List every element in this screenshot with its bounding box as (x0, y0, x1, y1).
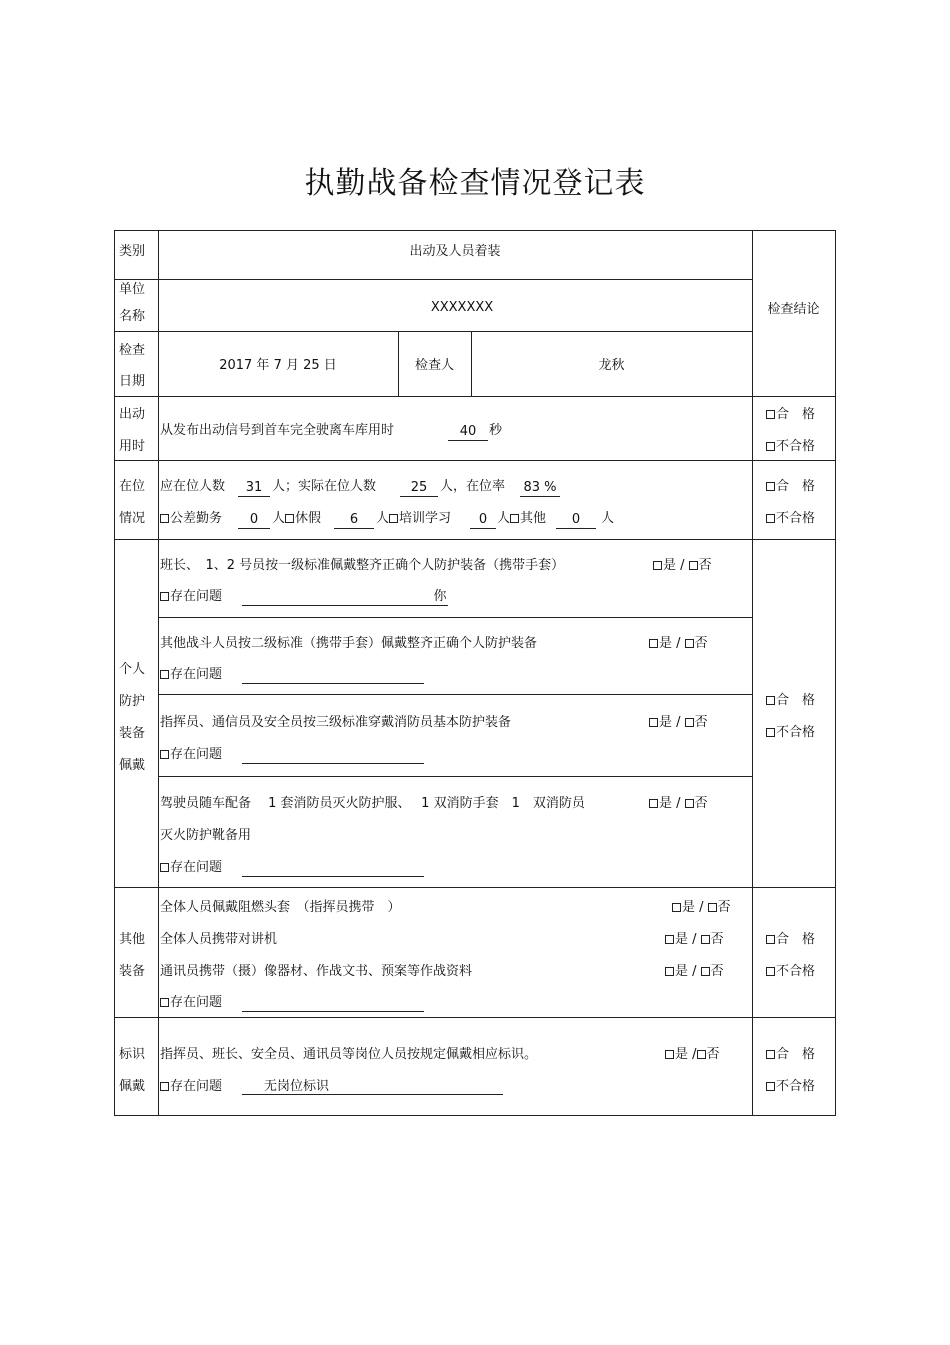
date-label-1: 检查 (119, 343, 146, 358)
conclusion-label: 检查结论 (767, 302, 820, 317)
personal-label-4: 佩戴 (119, 758, 146, 773)
other-equipment-item-3-yesno[interactable] (665, 964, 724, 980)
unit-text: 人 (376, 511, 390, 526)
yes-label: 是 / (663, 558, 685, 573)
identification-issue (160, 1079, 222, 1095)
personal-item-4-text2: 灭火防护靴备用 (160, 828, 252, 843)
checkbox-icon[interactable] (665, 1050, 674, 1059)
checkbox-icon[interactable] (649, 718, 658, 727)
dispatch-label-2: 用时 (119, 439, 146, 454)
checkbox-icon[interactable] (701, 935, 710, 944)
checkbox-icon[interactable] (766, 696, 775, 705)
no-label: 否 (717, 900, 731, 915)
personal-item-1-text: 班长、 1、2 号员按一级标准佩戴整齐正确个人防护装备（携带手套） (160, 558, 565, 573)
unit-text: 人 (497, 511, 511, 526)
no-label: 否 (694, 715, 708, 730)
personal-item-2-text: 其他战斗人员按二级标准（携带手套）佩戴整齐正确个人防护装备 (160, 636, 538, 651)
identification-yesno[interactable] (665, 1047, 720, 1063)
checkbox-icon[interactable] (766, 1082, 775, 1091)
inspector-label: 检查人 (414, 358, 454, 373)
no-label: 否 (694, 796, 708, 811)
other-name: 其他 (520, 511, 547, 526)
issue-label: 存在问题 (170, 747, 223, 762)
pass-label: 合 格 (776, 479, 816, 494)
personal-label-1: 个人 (119, 662, 146, 677)
presence-label-1: 在位 (119, 479, 146, 494)
rate-value: 83 % (523, 480, 557, 495)
personal-item-1-issue-value: 你 (433, 589, 447, 604)
checkbox-icon[interactable] (160, 750, 169, 759)
identification-pass[interactable] (766, 1047, 815, 1063)
issue-label: 存在问题 (170, 589, 223, 604)
checkbox-icon[interactable] (685, 639, 694, 648)
training-item (376, 511, 451, 527)
fail-label: 不合格 (776, 964, 816, 979)
checkbox-icon[interactable] (766, 514, 775, 523)
checkbox-icon[interactable] (685, 718, 694, 727)
checkbox-icon[interactable] (665, 935, 674, 944)
other-equipment-item-2: 全体人员携带对讲机 (160, 932, 278, 947)
checkbox-icon[interactable] (766, 442, 775, 451)
personal-item-2-issue (160, 667, 222, 683)
should-label: 应在位人数 (160, 479, 226, 494)
checkbox-icon[interactable] (766, 728, 775, 737)
other-equipment-issue (160, 995, 222, 1011)
actual-value: 25 (410, 480, 428, 495)
yes-label: 是 / (675, 932, 697, 947)
unit-label-2: 名称 (119, 309, 146, 324)
identification-fail[interactable] (766, 1079, 815, 1095)
dispatch-fail[interactable] (766, 439, 815, 455)
pass-label: 合 格 (776, 693, 816, 708)
other-item (497, 511, 546, 527)
personal-item-4-issue (160, 860, 222, 876)
other-equipment-label-2: 装备 (119, 964, 146, 979)
no-label: 否 (698, 558, 712, 573)
category-label: 类别 (119, 244, 146, 259)
checkbox-icon[interactable] (389, 514, 398, 523)
checkbox-icon[interactable] (697, 1050, 706, 1059)
unit-text: 人 (272, 511, 286, 526)
category-value: 出动及人员着装 (409, 244, 501, 259)
identification-label-2: 佩戴 (119, 1079, 146, 1094)
other-value: 0 (571, 512, 581, 527)
checkbox-icon[interactable] (672, 903, 681, 912)
leave-item (272, 511, 321, 527)
checkbox-icon[interactable] (689, 561, 698, 570)
personal-item-1-issue (160, 589, 222, 605)
presence-label-2: 情况 (119, 511, 146, 526)
checkbox-icon[interactable] (160, 1082, 169, 1091)
pass-label: 合 格 (776, 407, 816, 422)
personal-fail[interactable] (766, 725, 815, 741)
fail-label: 不合格 (776, 1079, 816, 1094)
issue-label: 存在问题 (170, 1079, 223, 1094)
issue-label: 存在问题 (170, 995, 223, 1010)
yes-label: 是 / (682, 900, 704, 915)
presence-pass[interactable] (766, 479, 815, 495)
business-value: 0 (249, 512, 259, 527)
unit-label-1: 单位 (119, 282, 146, 297)
pass-label: 合 格 (776, 932, 816, 947)
checkbox-icon[interactable] (708, 903, 717, 912)
checkbox-icon[interactable] (160, 514, 169, 523)
no-label: 否 (706, 1047, 720, 1062)
yes-label: 是 / (675, 1047, 697, 1062)
personal-pass[interactable] (766, 693, 815, 709)
checkbox-icon[interactable] (285, 514, 294, 523)
fail-label: 不合格 (776, 439, 816, 454)
leave-name: 休假 (295, 511, 322, 526)
presence-fail[interactable] (766, 511, 815, 527)
yes-label: 是 / (659, 715, 681, 730)
checkbox-icon[interactable] (701, 967, 710, 976)
should-value: 31 (245, 480, 263, 495)
business-item (160, 511, 222, 527)
no-label: 否 (710, 964, 724, 979)
training-value: 0 (478, 512, 488, 527)
pass-label: 合 格 (776, 1047, 816, 1062)
checkbox-icon[interactable] (649, 799, 658, 808)
personal-item-1-yesno[interactable] (653, 558, 712, 574)
personal-item-3-yesno[interactable] (649, 715, 708, 731)
other-equipment-label-1: 其他 (119, 932, 146, 947)
checkbox-icon[interactable] (160, 592, 169, 601)
issue-label: 存在问题 (170, 667, 223, 682)
yes-label: 是 / (659, 796, 681, 811)
leave-value: 6 (349, 512, 359, 527)
checkbox-icon[interactable] (160, 863, 169, 872)
actual-label: 人；实际在位人数 (272, 479, 377, 494)
identification-text: 指挥员、班长、安全员、通讯员等岗位人员按规定佩戴相应标识。 (160, 1047, 538, 1062)
checkbox-icon[interactable] (766, 967, 775, 976)
fail-label: 不合格 (776, 725, 816, 740)
page-title: 执勤战备检查情况登记表 (304, 166, 646, 201)
checkbox-icon[interactable] (766, 482, 775, 491)
identification-label-1: 标识 (119, 1047, 146, 1062)
fail-label: 不合格 (776, 511, 816, 526)
yes-label: 是 / (659, 636, 681, 651)
rate-label: 人，在位率 (440, 479, 506, 494)
checkbox-icon[interactable] (510, 514, 519, 523)
training-name: 培训学习 (399, 511, 452, 526)
checkbox-icon[interactable] (766, 935, 775, 944)
dispatch-unit: 秒 (489, 423, 503, 438)
personal-item-3-text: 指挥员、通信员及安全员按三级标准穿戴消防员基本防护装备 (160, 715, 512, 730)
no-label: 否 (694, 636, 708, 651)
dispatch-pass[interactable] (766, 407, 815, 423)
checkbox-icon[interactable] (766, 1050, 775, 1059)
yes-label: 是 / (675, 964, 697, 979)
dispatch-seconds: 40 (459, 424, 477, 439)
personal-item-4-yesno[interactable] (649, 796, 708, 812)
checkbox-icon[interactable] (685, 799, 694, 808)
personal-label-2: 防护 (119, 694, 146, 709)
other-equipment-item-2-yesno[interactable] (665, 932, 724, 948)
inspector-value: 龙秋 (598, 358, 625, 373)
other-equipment-item-1: 全体人员佩戴阻燃头套 （指挥员携带 ） (160, 900, 401, 915)
checkbox-icon[interactable] (766, 410, 775, 419)
unit-value: XXXXXXX (430, 300, 494, 315)
other-equipment-pass[interactable] (766, 932, 815, 948)
personal-item-4-text: 驾驶员随车配备 1 套消防员灭火防护服、 1 双消防手套 1 双消防员 (160, 796, 585, 811)
date-label-2: 日期 (119, 374, 146, 389)
other-equipment-fail[interactable] (766, 964, 815, 980)
identification-issue-value: 无岗位标识 (264, 1079, 330, 1094)
issue-label: 存在问题 (170, 860, 223, 875)
checkbox-icon[interactable] (653, 561, 662, 570)
date-value: 2017 年 7 月 25 日 (219, 358, 337, 373)
end-unit: 人 (601, 511, 615, 526)
dispatch-text: 从发布出动信号到首车完全驶离车库用时 (160, 423, 395, 438)
no-label: 否 (710, 932, 724, 947)
personal-item-3-issue (160, 747, 222, 763)
personal-item-2-yesno[interactable] (649, 636, 708, 652)
checkbox-icon[interactable] (160, 998, 169, 1007)
checkbox-icon[interactable] (649, 639, 658, 648)
personal-label-3: 装备 (119, 726, 146, 741)
other-equipment-item-1-yesno[interactable] (672, 900, 731, 916)
checkbox-icon[interactable] (665, 967, 674, 976)
checkbox-icon[interactable] (160, 670, 169, 679)
business-label: 公差勤务 (170, 511, 223, 526)
other-equipment-item-3: 通讯员携带（摄）像器材、作战文书、预案等作战资料 (160, 964, 473, 979)
dispatch-label-1: 出动 (119, 407, 146, 422)
